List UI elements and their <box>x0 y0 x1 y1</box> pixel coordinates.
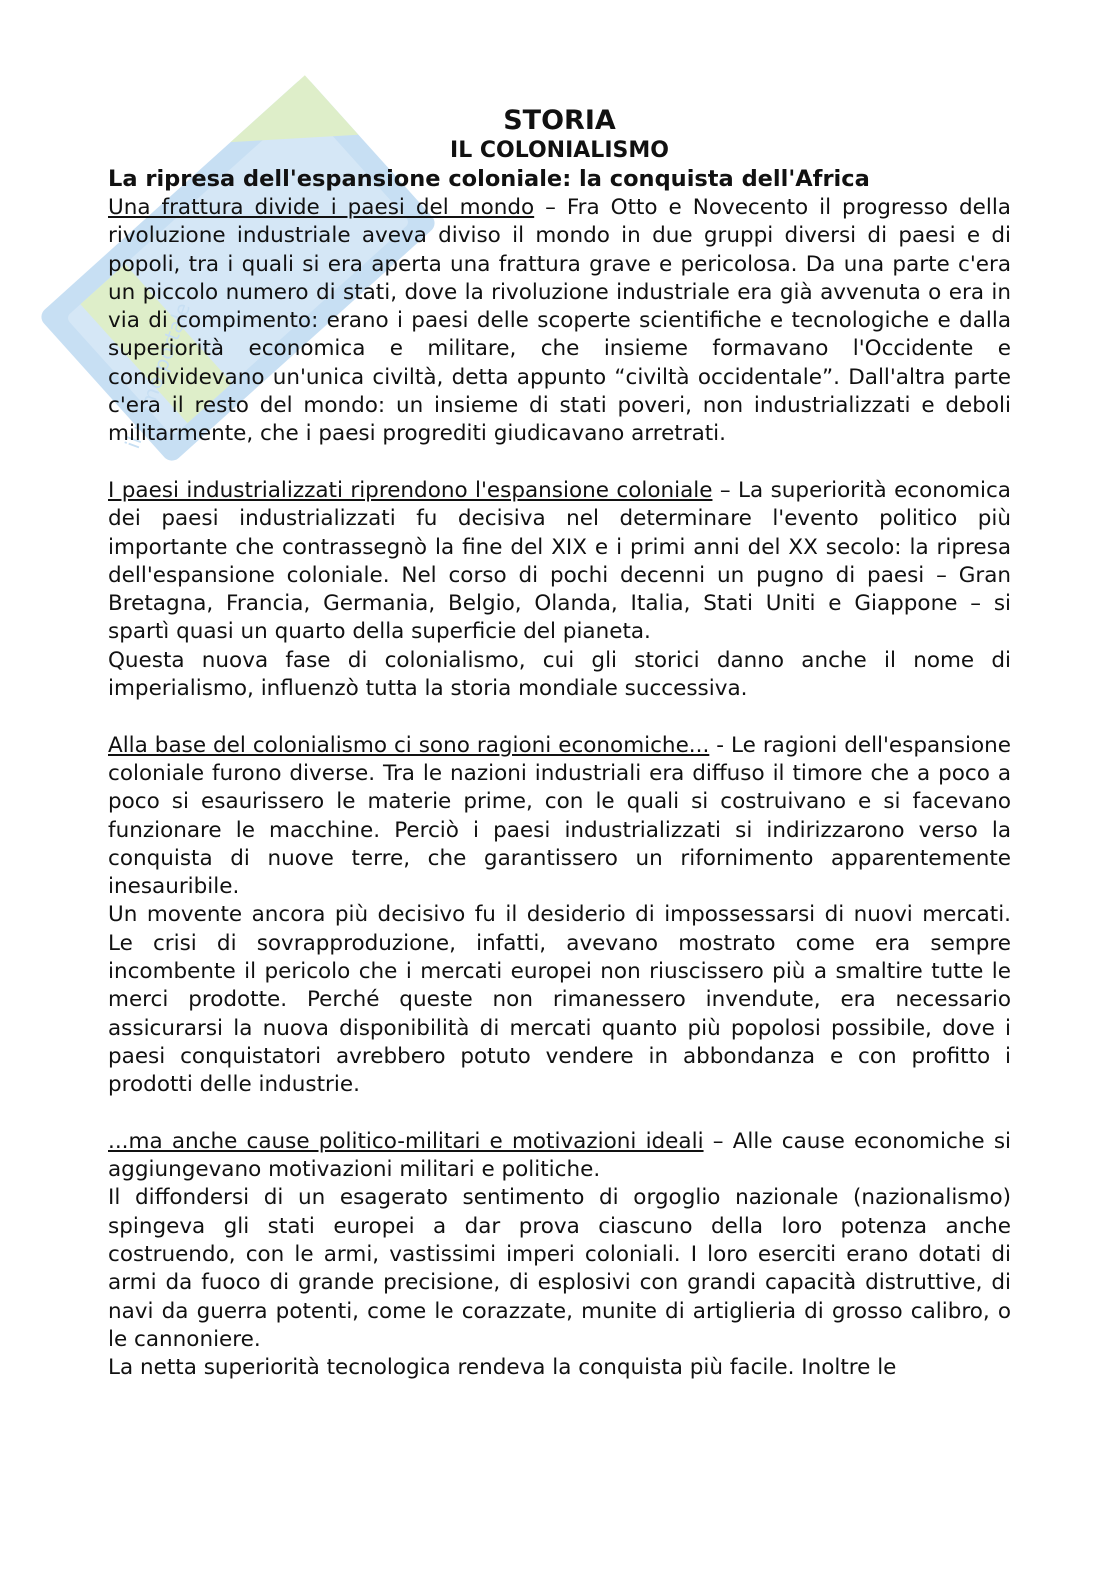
paragraph-heading: I paesi industrializzati riprendono l'espansione coloniale <box>108 477 713 503</box>
page-title: STORIA <box>503 105 616 136</box>
document-page <box>108 105 1011 1382</box>
paragraph-4b: Il diffondersi di un esagerato sentimento di orgoglio nazionale (nazionalismo) spingeva gli stati europei a dar prova ciascuno della loro potenza anche costruendo, con le armi, vastissimi imperi coloniali. I loro eserciti erano dotati di armi da fuoco di grande precisione, di esplosivi con grandi capacità distruttive, di navi da guerra potenti, come le corazzate, munite di artiglieria di grosso calibro, o le cannoniere. <box>108 1185 1011 1352</box>
dash: – <box>712 477 739 503</box>
dash: – <box>703 1128 733 1154</box>
dash: – <box>534 195 567 220</box>
paragraph-text: Le ragioni dell'espansione coloniale furono diverse. Tra le nazioni industriali era diffuso il timore che a poco a poco si esaurissero le materie prime, con le quali si costruivano e si facevano funzionare le macchine. Perciò i paesi industrializzati si indirizzarono verso la conquista di nuove terre, che garantissero un rifornimento apparentemente inesauribile. <box>108 732 1011 900</box>
paragraph-3b: Un movente ancora più decisivo fu il desiderio di impossessarsi di nuovi mercati. Le crisi di sovrapproduzione, infatti, avevano mostrato come era sempre incombente il pericolo che i mercati europei non riuscissero più a smaltire tutte le merci prodotte. Perché queste non rimanessero invendute, era necessario assicurarsi la nuova disponibilità di mercati quanto più popolosi possibile, dove i paesi conquistatori avrebbero potuto vendere in abbondanza e con profitto i prodotti delle industrie. <box>108 902 1011 1098</box>
paragraph-2 <box>108 477 1011 647</box>
paragraph-heading: Una frattura divide i paesi del mondo <box>108 195 535 220</box>
paragraph-1 <box>108 194 1011 449</box>
page-subtitle: IL COLONIALISMO <box>450 138 669 163</box>
paragraph-heading: ...ma anche cause politico-militari e motivazioni ideali <box>108 1128 704 1154</box>
paragraph-text: Alle cause economiche si aggiungevano motivazioni militari e politiche. <box>108 1128 1011 1183</box>
paragraph-text: Fra Otto e Novecento il progresso della rivoluzione industriale aveva diviso il mondo in due gruppi diversi di paesi e di popoli, tra i quali si era aperta una frattura grave e pericolosa. Da una parte c'era un piccolo numero di stati, dove la rivoluzione industriale era già avvenuta o era in via di compimento: erano i paesi delle scoperte scientifiche e tecnologiche e dalla superiorità economica e militare, che insieme formavano l'Occidente e condividevano un'unica civiltà, detta appunto “civiltà occidentale”. Dall'altra parte c'era il resto del mondo: un insieme di stati poveri, non industrializzati e deboli militarmente, che i paesi progrediti giudicavano arretrati. <box>108 195 1011 447</box>
paragraph-text: La superiorità economica dei paesi industrializzati fu decisiva nel determinare l'evento politico più importante che contrassegnò la fine del XIX e i primi anni del XX secolo: la ripresa dell'espansione coloniale. Nel corso di pochi decenni un pugno di paesi – Gran Bretagna, Francia, Germania, Belgio, Olanda, Italia, Stati Uniti e Giappone – si spartì quasi un quarto della superficie del pianeta. <box>108 477 1011 645</box>
paragraph-4c: La netta superiorità tecnologica rendeva la conquista più facile. Inoltre le <box>108 1355 897 1381</box>
section-heading: La ripresa dell'espansione coloniale: la conquista dell'Africa <box>108 166 870 192</box>
watermark-text: il primo portale <box>120 299 196 452</box>
paragraph-2b: Questa nuova fase di colonialismo, cui gli storici danno anche il nome di imperialismo, influenzò tutta la storia mondiale successiva. <box>108 647 1011 702</box>
dash: - <box>709 732 732 758</box>
paragraph-heading: Alla base del colonialismo ci sono ragioni economiche... <box>108 732 710 758</box>
paragraph-4 <box>108 1128 1011 1185</box>
paragraph-3 <box>108 732 1011 902</box>
